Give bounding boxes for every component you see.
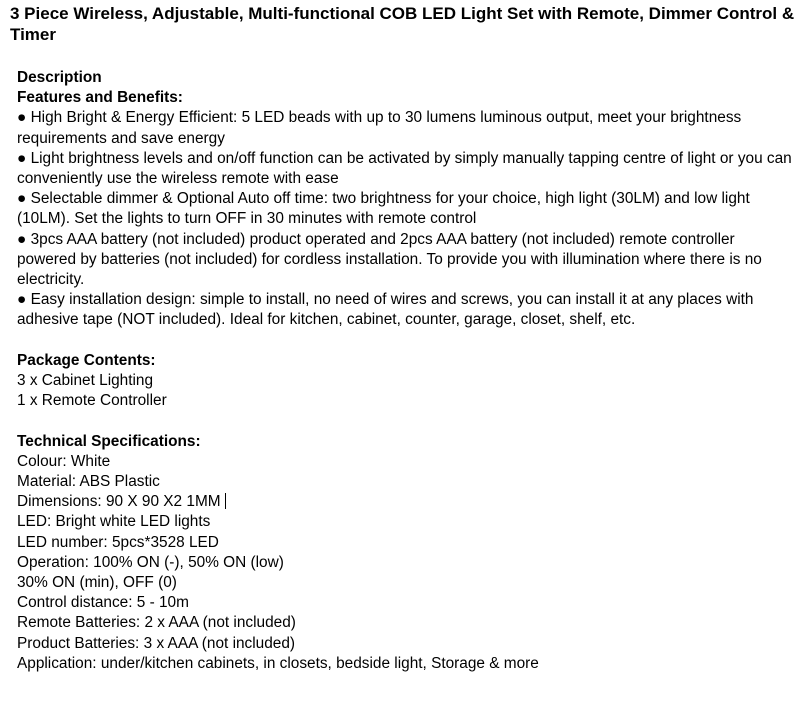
spec-line: 30% ON (min), OFF (0) [17, 574, 177, 592]
spec-line: Product Batteries: 3 x AAA (not included) [17, 634, 296, 652]
spec-dimensions-text: Dimensions: 90 X 90 X2 1MM [17, 493, 221, 511]
spec-line-dimensions [17, 492, 792, 512]
spec-line: Remote Batteries: 2 x AAA (not included) [17, 614, 296, 632]
feature-bullet: ● Light brightness levels and on/off function can be activated by simply manually tapping centre of light or you can conveniently use the wireless remote with ease [17, 149, 792, 188]
spec-line: LED number: 5pcs*3528 LED [17, 533, 219, 551]
spec-line: Colour: White [17, 452, 111, 470]
feature-bullet: ● High Bright & Energy Efficient: 5 LED beads with up to 30 lumens luminous output, meet your brightness requirements and save energy [17, 109, 742, 147]
features-heading: Features and Benefits: [17, 89, 183, 107]
product-description [17, 68, 792, 674]
spec-line: Operation: 100% ON (-), 50% ON (low) [17, 553, 284, 571]
spec-line: Material: ABS Plastic [17, 473, 160, 491]
spec-line: Application: under/kitchen cabinets, in closets, bedside light, Storage & more [17, 654, 539, 672]
text-cursor [225, 493, 226, 509]
technical-specifications-heading: Technical Specifications: [17, 432, 201, 450]
section-gap [17, 331, 792, 351]
feature-bullet: ● 3pcs AAA battery (not included) product operated and 2pcs AAA battery (not included) remote controller powered by batteries (not included) for cordless installation. To provide you with illumination where there is no electricity. [17, 230, 762, 289]
spec-line: LED: Bright white LED lights [17, 513, 211, 531]
package-item: 3 x Cabinet Lighting [17, 372, 154, 390]
feature-bullet: ● Easy installation design: simple to install, no need of wires and screws, you can install it at any places with adhesive tape (NOT included). Ideal for kitchen, cabinet, counter, garage, closet, shelf, etc. [17, 291, 754, 329]
description-heading: Description [17, 69, 102, 86]
package-item: 1 x Remote Controller [17, 392, 167, 410]
feature-bullet: ● Selectable dimmer & Optional Auto off time: two brightness for your choice, high light (30LM) and low light (10LM). Set the lights to turn OFF in 30 minutes with remote control [17, 190, 750, 228]
spec-line: Control distance: 5 - 10m [17, 594, 189, 612]
section-gap [17, 411, 792, 431]
package-contents-heading: Package Contents: [17, 351, 156, 369]
product-title: 3 Piece Wireless, Adjustable, Multi-functional COB LED Light Set with Remote, Dimmer Control & Timer [10, 4, 795, 44]
